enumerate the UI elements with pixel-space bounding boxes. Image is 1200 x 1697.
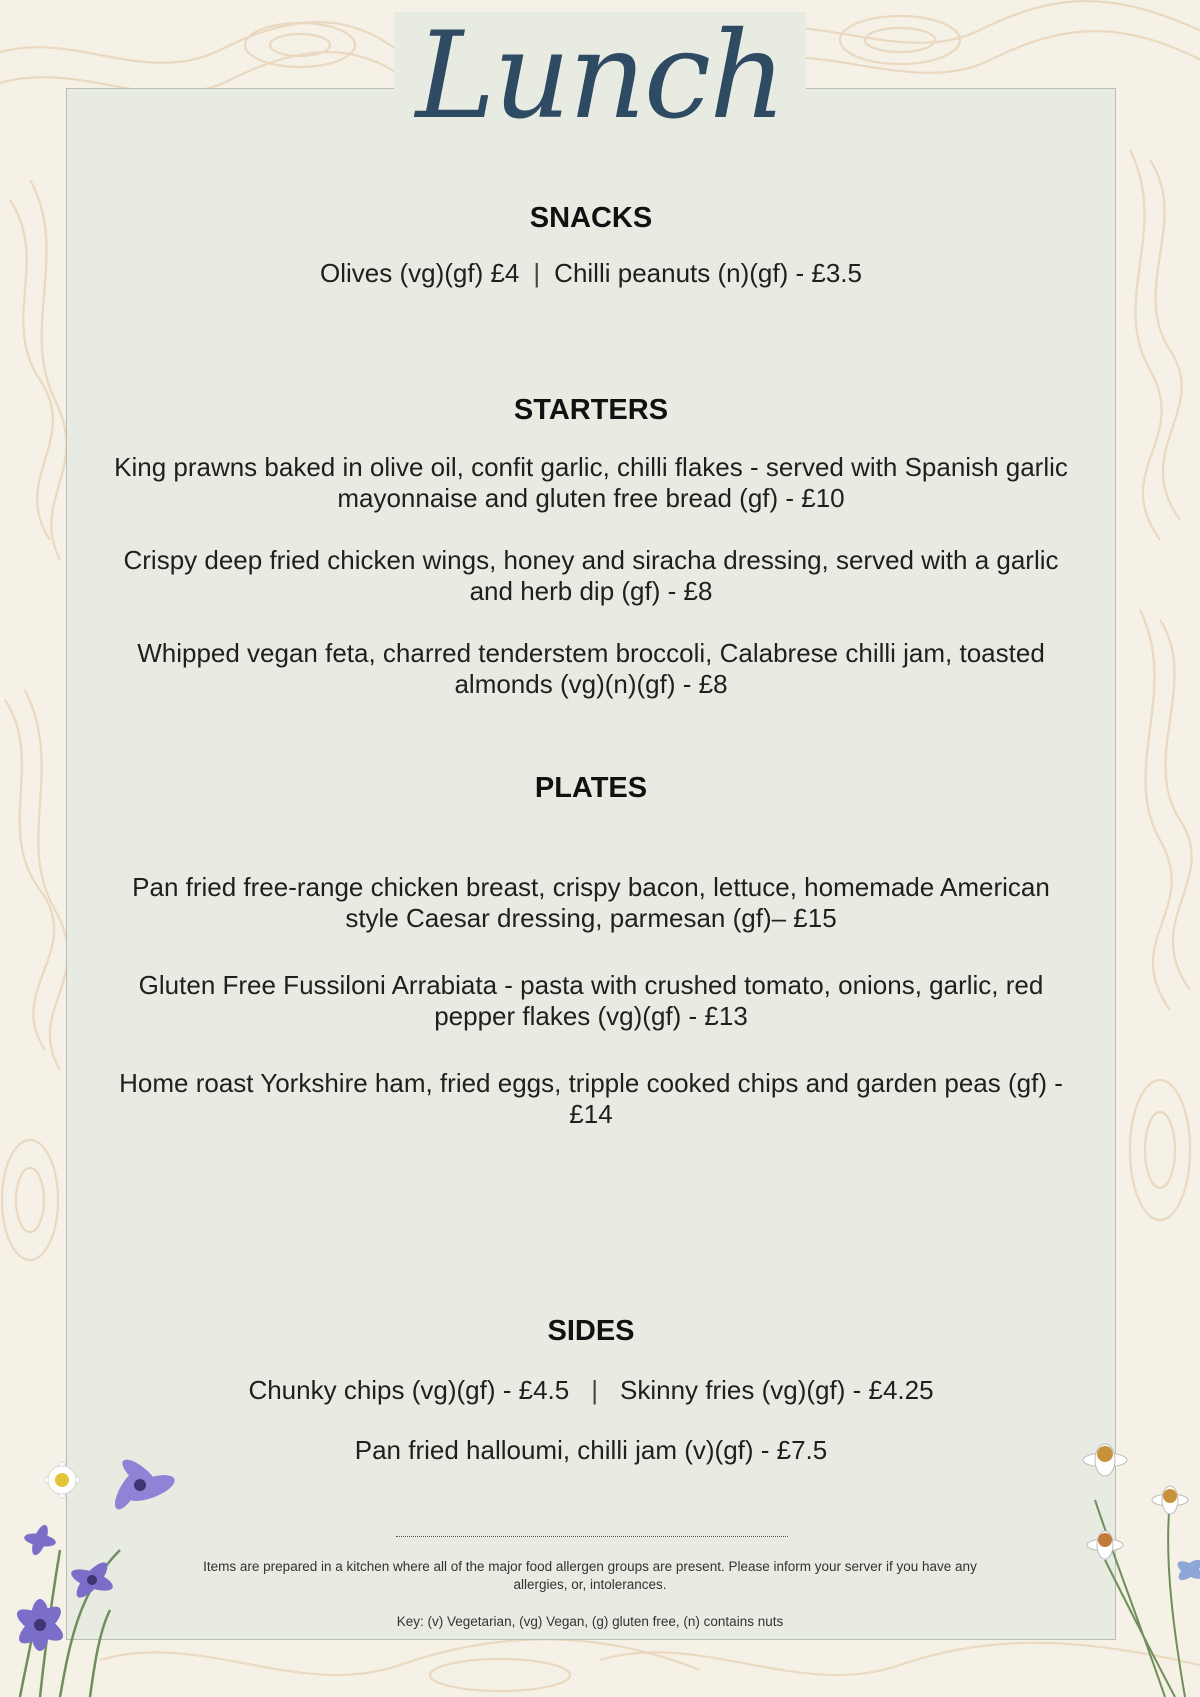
allergen-key: Key: (v) Vegetarian, (vg) Vegan, (g) gluten free, (n) contains nuts [396, 1614, 784, 1629]
starter-item-wings: Crispy deep fried chicken wings, honey and siracha dressing, served with a garlic and herb dip (gf) - £8 [123, 545, 1059, 606]
side-item-halloumi: Pan fried halloumi, chilli jam (v)(gf) - £7.5 [354, 1435, 828, 1465]
menu-panel [66, 88, 1116, 1640]
wildflowers-right-icon [1075, 1440, 1200, 1697]
snacks-line [66, 258, 1116, 289]
sides-separator: | [591, 1375, 598, 1405]
side-item-skinny-fries: Skinny fries (vg)(gf) - £4.25 [620, 1375, 934, 1405]
side-item-chunky-chips: Chunky chips (vg)(gf) - £4.5 [248, 1375, 570, 1405]
menu-title [0, 0, 1200, 160]
plate-item-fussiloni: Gluten Free Fussiloni Arrabiata - pasta with crushed tomato, onions, garlic, red pepper flakes (vg)(gf) - £13 [138, 970, 1044, 1031]
sides-heading: SIDES [547, 1315, 635, 1347]
menu-title-text: Lunch [394, 12, 807, 142]
sides-line [66, 1375, 1116, 1406]
footer-divider [396, 1536, 788, 1537]
starters-heading: STARTERS [513, 394, 669, 426]
starter-item-feta: Whipped vegan feta, charred tenderstem broccoli, Calabrese chilli jam, toasted almonds (vg)(n)(gf) - £8 [137, 638, 1045, 699]
wildflowers-left-icon [0, 1440, 200, 1697]
plate-item-chicken: Pan fried free-range chicken breast, crispy bacon, lettuce, homemade American style Caesar dressing, parmesan (gf)– £15 [132, 872, 1050, 933]
plate-item-ham: Home roast Yorkshire ham, fried eggs, tripple cooked chips and garden peas (gf) - £14 [119, 1068, 1063, 1129]
plates-heading: PLATES [534, 772, 648, 804]
snack-item-peanuts: Chilli peanuts (n)(gf) - £3.5 [554, 258, 862, 288]
snacks-heading: SNACKS [529, 202, 653, 234]
snacks-separator: | [533, 258, 541, 288]
snack-item-olives: Olives (vg)(gf) £4 [320, 258, 520, 288]
starter-item-prawns: King prawns baked in olive oil, confit garlic, chilli flakes - served with Spanish garlic mayonnaise and gluten free bread (gf) - £10 [114, 452, 1068, 513]
allergen-note: Items are prepared in a kitchen where all of the major food allergen groups are present. Please inform your server if you have any allergies, or, intolerances. [203, 1559, 977, 1592]
